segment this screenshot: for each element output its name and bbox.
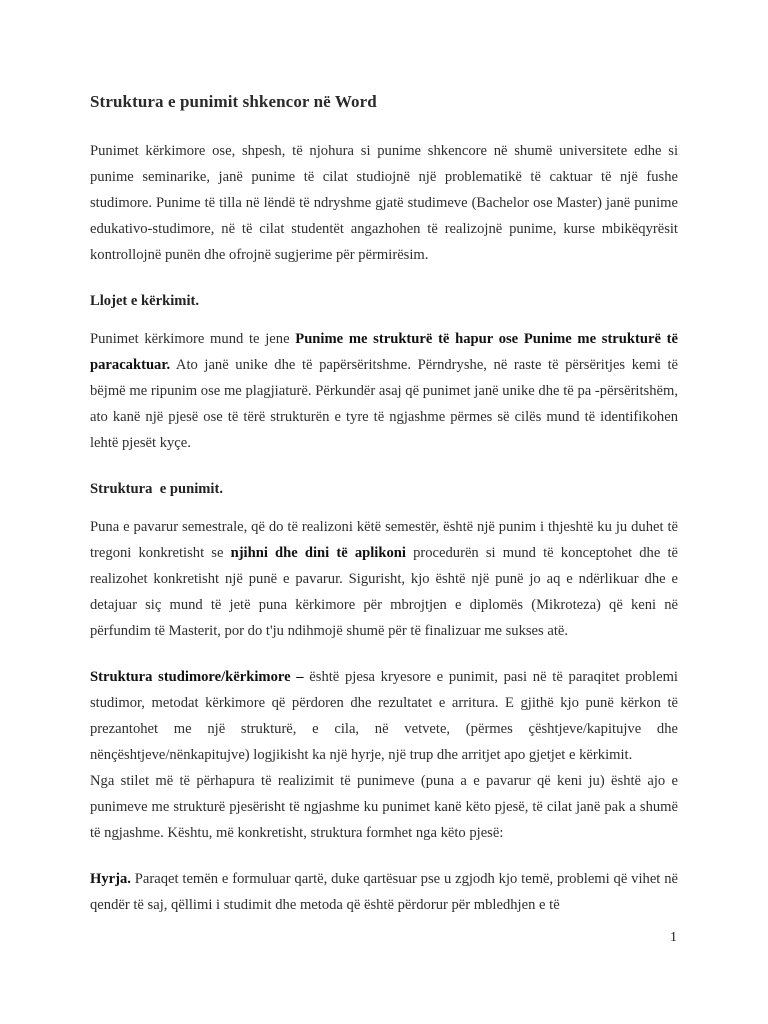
structure-text-end: procedurën si mund të konceptohet dhe të realizohet konkretisht një punë e pavarur. Sigurisht, kjo është një punë jo aq e ndërlikuar dhe e detajuar siç mund të jetë puna kërkimore për mbrojtjen e diplomës (Mikroteza) që keni në përfundim të Masterit, por do t'ju ndihmojë shumë për të finalizuar me sukses atë. [90,545,678,639]
research-structure-text: është pjesa kryesore e punimit, pasi në të paraqitet problemi studimor, metodat kërkimore që përdoren dhe rezultatet e arritura. E gjithë kjo punë kërkon të prezantohet me një strukturë, e cila, në vetvete, (përmes çështjeve/kapitujve dhe nënçështjeve/nënkapitujve) logjikisht ka një hyrje, një trup dhe arritjet apo gjetjet e kërkimit. [90,669,678,763]
document-body [90,92,678,918]
types-text-start: Punimet kërkimore mund te jene [90,331,296,347]
document-title: Struktura e punimit shkencor në Word [90,92,377,111]
introduction-paragraph [90,866,678,918]
structure-paragraph [90,514,678,644]
types-text-bold: Punime me strukturë të hapur ose Punime me strukturë të paracaktuar. [90,331,678,373]
introduction-text: Paraqet temën e formuluar qartë, duke qartësuar pse u zgjodh kjo temë, problemi që vihet në qendër të saj, qëllimi i studimit dhe metoda që është përdorur për mbledhjen e të [90,871,678,913]
types-text-end: Ato janë unike dhe të papërsëritshme. Përndryshe, në raste të përsëritjes kemi të bëjmë me ripunim ose me plagjiaturë. Përkundër asaj që punimet janë unike dhe të pa -përsëritshëm, ato kanë një pjesë ose të tërë strukturën e tyre të ngjashme përmes së cilës mund të identifikohen lehtë pjesët kyçe. [90,357,678,451]
intro-paragraph: Punimet kërkimore ose, shpesh, të njohura si punime shkencore në shumë universitete edhe si punime seminarike, janë punime të cilat studiojnë një problematikë të caktuar të një fushe studimore. Punime të tilla në lëndë të ndryshme gjatë studimeve (Bachelor ose Master) janë punime edukativo-studimore, në të cilat studentët angazhohen të realizojnë punime, kurse mbikëqyrësit kontrollojnë punën dhe ofrojnë sugjerime për përmirësim. [90,143,678,263]
styles-paragraph: Nga stilet më të përhapura të realizimit të punimeve (puna a e pavarur që keni ju) është ajo e punimeve me strukturë pjesërisht të ngjashme ku punimet kanë këto pjesë, të cilat janë pak a shumë të ngjashme. Kështu, më konkretisht, struktura formhet nga këto pjesë: [90,773,678,841]
structure-text-bold: njihni dhe dini të aplikoni [230,545,406,561]
structure-text-start: Puna e pavarur semestrale, që do të realizoni këtë semestër, është një punim i thjeshtë ku ju duhet të tregoni konkretisht se [90,519,678,561]
research-structure-paragraph [90,664,678,768]
section-heading-structure: Struktura e punimit. [90,481,223,497]
research-structure-lead: Struktura studimore/kërkimore – [90,669,304,685]
introduction-lead: Hyrja. [90,871,131,887]
page-number: 1 [670,930,677,945]
types-paragraph [90,326,678,456]
section-heading-types: Llojet e kërkimit. [90,293,200,309]
